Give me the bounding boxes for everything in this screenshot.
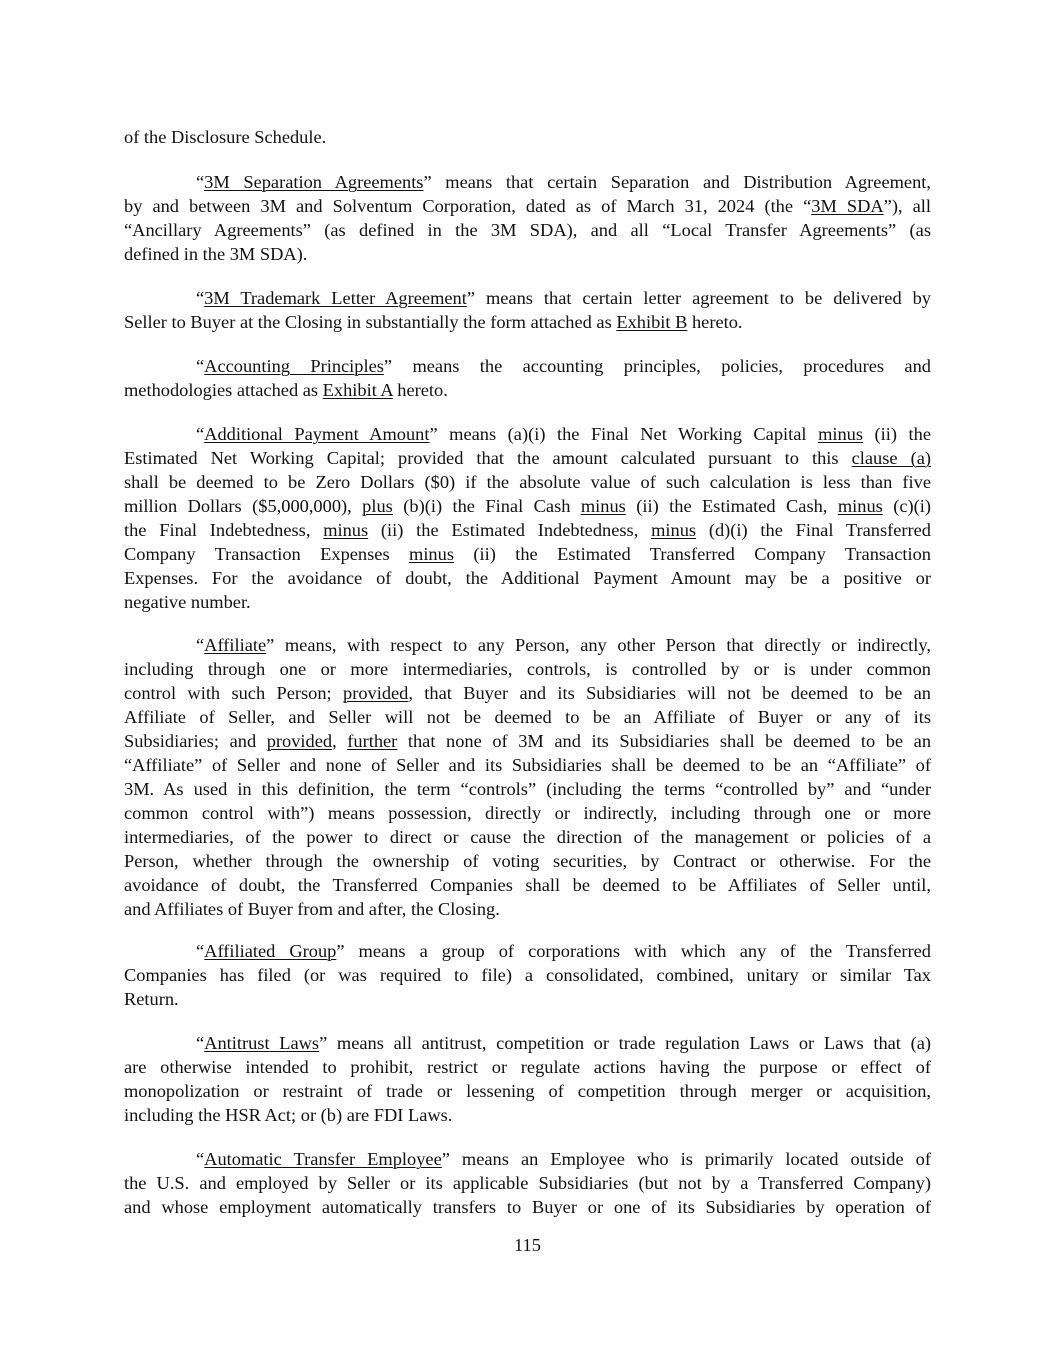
text-segment: and Affiliates of Buyer from and after, the Closing. [124,899,500,919]
text-segment: including the HSR Act; or (b) are FDI Laws. [124,1105,453,1125]
text-line [124,1195,931,1219]
underlined-term: provided [343,683,409,703]
definition-paragraph-automatic-transfer-employee [124,1147,931,1219]
underlined-term: Antitrust Laws [204,1033,320,1053]
text-line [124,378,931,402]
text-segment: , [332,731,348,751]
text-line [124,873,931,897]
text-line [124,494,931,518]
text-segment: Subsidiaries; and [124,731,267,751]
text-segment: hereto. [392,380,448,400]
text-segment: “ [196,288,205,308]
text-segment: (d)(i) the Final Transferred [696,520,931,540]
text-segment: “ [196,172,205,192]
text-segment: control with such Person; [124,683,343,703]
text-segment: ” means the accounting principles, policies, procedures and [383,356,931,376]
text-segment: intermediaries, of the power to direct or cause the direction of the management or policies of a [124,827,931,847]
text-line [124,566,931,590]
underlined-term: Accounting Principles [204,356,384,376]
definition-paragraph-additional-payment-amount [124,422,931,614]
text-segment: (ii) the Estimated Cash, [625,496,838,516]
text-line [124,825,931,849]
text-line [124,987,931,1011]
text-segment: “ [196,635,205,655]
underlined-term: minus [818,424,864,444]
text-line [124,1171,931,1195]
text-segment: “ [196,941,205,961]
text-segment: (c)(i) [882,496,932,516]
text-segment: avoidance of doubt, the Transferred Companies shall be deemed to be Affiliates of Seller until, [124,875,931,895]
underlined-term: Exhibit A [322,380,393,400]
text-segment: ” means an Employee who is primarily located outside of [441,1149,931,1169]
definition-paragraph-affiliate [124,633,931,921]
text-segment: Seller to Buyer at the Closing in substantially the form attached as [124,312,617,332]
text-segment: ” means that certain Separation and Distribution Agreement, [423,172,931,192]
text-segment: defined in the 3M SDA). [124,244,308,264]
underlined-term: plus [362,496,393,516]
text-segment: “ [196,424,205,444]
text-segment: 3M. As used in this definition, the term “controls” (including the terms “controlled by” and “under [124,779,931,799]
underlined-term: Affiliated Group [204,941,337,961]
text-line [124,542,931,566]
text-segment: ” means (a)(i) the Final Net Working Capital [429,424,819,444]
text-line [124,218,931,242]
text-line [124,963,931,987]
text-line [124,590,931,614]
text-line [124,849,931,873]
underlined-term: minus [323,520,369,540]
text-segment: (ii) the Estimated Indebtedness, [368,520,652,540]
text-line [124,518,931,542]
text-line [124,705,931,729]
text-segment: Person, whether through the ownership of voting securities, by Contract or otherwise. For the [124,851,931,871]
text-segment: including through one or more intermediaries, controls, is controlled by or is under common [124,659,931,679]
text-segment: ” means all antitrust, competition or trade regulation Laws or Laws that (a) [319,1033,931,1053]
text-line [124,286,931,310]
text-segment: Affiliate of Seller, and Seller will not be deemed to be an Affiliate of Buyer or any of its [124,707,931,727]
text-segment: ”), all [883,196,931,216]
definition-paragraph-accounting-principles [124,354,931,402]
text-segment: common control with”) means possession, directly or indirectly, including through one or more [124,803,931,823]
text-line [124,242,931,266]
text-line [124,422,931,446]
definition-paragraph-continuation [124,125,931,149]
text-segment: (ii) the [863,424,931,444]
text-line [124,1031,931,1055]
text-line [124,170,931,194]
text-segment: negative number. [124,592,251,612]
underlined-term: Affiliate [204,635,267,655]
underlined-term: minus [580,496,626,516]
text-segment: million Dollars ($5,000,000), [124,496,363,516]
underlined-term: provided [266,731,333,751]
text-segment: the Final Indebtedness, [124,520,324,540]
text-line [124,777,931,801]
text-segment: and whose employment automatically transfers to Buyer or one of its Subsidiaries by operation of [124,1197,931,1217]
text-line [124,801,931,825]
text-segment: “Affiliate” of Seller and none of Seller and its Subsidiaries shall be deemed to be an “Affiliate” of [124,755,931,775]
text-segment: the U.S. and employed by Seller or its applicable Subsidiaries (but not by a Transferred Company) [124,1173,931,1193]
text-segment: ” means that certain letter agreement to be delivered by [466,288,931,308]
text-segment: methodologies attached as [124,380,323,400]
underlined-term: Additional Payment Amount [204,424,430,444]
text-line [124,446,931,470]
text-line [124,354,931,378]
text-segment: “Ancillary Agreements” (as defined in the 3M SDA), and all “Local Transfer Agreements” (as [124,220,931,240]
underlined-term: 3M Separation Agreements [204,172,424,192]
text-line [124,897,931,921]
text-segment: “ [196,1033,205,1053]
text-line [124,470,931,494]
text-line [124,657,931,681]
text-line [124,194,931,218]
definition-paragraph-antitrust-laws [124,1031,931,1127]
text-line [124,729,931,753]
underlined-term: Automatic Transfer Employee [204,1149,442,1169]
text-line [124,1103,931,1127]
underlined-term: further [347,731,398,751]
underlined-term: minus [837,496,883,516]
text-line [124,1147,931,1171]
text-segment: Estimated Net Working Capital; provided that the amount calculated pursuant to this [124,448,852,468]
text-segment: of the Disclosure Schedule. [124,127,327,147]
text-line [124,310,931,334]
text-segment: Expenses. For the avoidance of doubt, the Additional Payment Amount may be a positive or [124,568,931,588]
definition-paragraph-3m-separation-agreements [124,170,931,266]
text-segment: , that Buyer and its Subsidiaries will not be deemed to be an [408,683,931,703]
underlined-term: 3M SDA [811,196,884,216]
text-line [124,753,931,777]
text-segment: Company Transaction Expenses [124,544,410,564]
text-line [124,633,931,657]
text-line [124,939,931,963]
text-segment: (b)(i) the Final Cash [392,496,581,516]
text-segment: (ii) the Estimated Transferred Company Transaction [453,544,931,564]
underlined-term: minus [409,544,454,564]
definition-paragraph-affiliated-group [124,939,931,1011]
text-segment: ” means, with respect to any Person, any other Person that directly or indirectly, [266,635,931,655]
text-segment: “ [196,356,205,376]
underlined-term: Exhibit B [616,312,688,332]
text-segment: by and between 3M and Solventum Corporation, dated as of March 31, 2024 (the “ [124,196,812,216]
underlined-term: 3M Trademark Letter Agreement [204,288,467,308]
text-segment: hereto. [687,312,743,332]
text-segment: “ [196,1149,205,1169]
text-segment: shall be deemed to be Zero Dollars ($0) if the absolute value of such calculation is less than five [124,472,931,492]
page-number: 115 [514,1235,541,1255]
text-line [124,1079,931,1103]
text-segment: that none of 3M and its Subsidiaries shall be deemed to be an [397,731,932,751]
text-segment: Return. [124,989,179,1009]
text-line [124,681,931,705]
text-segment: are otherwise intended to prohibit, restrict or regulate actions having the purpose or effect of [124,1057,931,1077]
text-line [124,125,931,149]
underlined-term: minus [651,520,697,540]
text-segment: monopolization or restraint of trade or lessening of competition through merger or acquisition, [124,1081,931,1101]
text-segment: Companies has filed (or was required to file) a consolidated, combined, unitary or similar Tax [124,965,931,985]
definition-paragraph-3m-trademark-letter-agreement [124,286,931,334]
text-segment: ” means a group of corporations with which any of the Transferred [336,941,931,961]
underlined-term: clause (a) [851,448,931,468]
text-line [124,1055,931,1079]
